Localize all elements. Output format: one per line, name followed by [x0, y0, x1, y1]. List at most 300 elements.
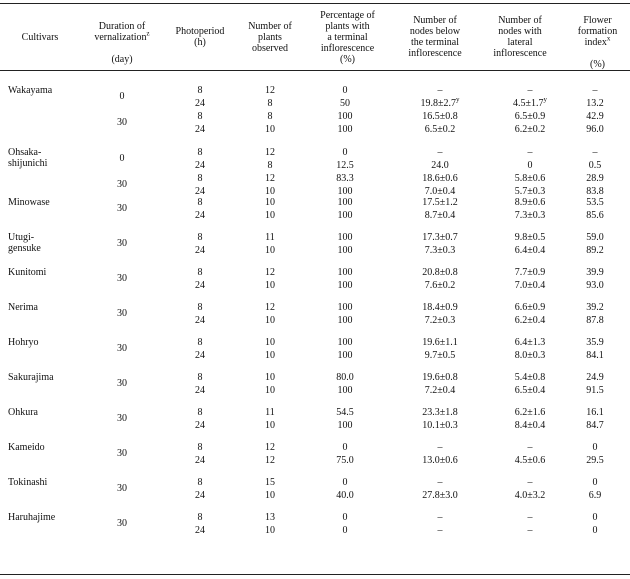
- nodes-lateral-cell-value: 6.5±0.9: [514, 111, 546, 122]
- nodes-lateral-cell: [485, 302, 575, 313]
- header-nodes-lateral: Number of nodes with lateral inflorescence: [493, 15, 547, 59]
- plants-observed-cell: [255, 385, 285, 396]
- nodes-below-cell: [390, 210, 490, 221]
- nodes-lateral-cell-value: 4.5±1.7: [513, 98, 544, 109]
- nodes-below-cell-value: 18.6±0.6: [422, 173, 458, 184]
- nodes-lateral-cell-value: 7.7±0.9: [514, 267, 546, 278]
- nodes-lateral-cell: [485, 407, 575, 418]
- plants-observed-cell-value: 11: [265, 407, 275, 418]
- plants-observed-cell-value: 12: [265, 85, 275, 96]
- nodes-lateral-cell-value: –: [527, 85, 533, 96]
- vernalization-cell: [102, 179, 142, 190]
- ffi-cell-value: 39.9: [586, 267, 604, 278]
- cultivar-name: Kunitomi: [8, 267, 47, 278]
- photoperiod-cell-value: 8: [197, 477, 203, 488]
- nodes-below-cell: [390, 350, 490, 361]
- nodes-lateral-cell-value: 7.3±0.3: [514, 210, 546, 221]
- plants-observed-cell-value: 10: [265, 315, 275, 326]
- plants-observed-cell: [255, 186, 285, 197]
- plants-observed-cell: [255, 124, 285, 135]
- nodes-below-cell-value: 7.2±0.4: [424, 385, 456, 396]
- plants-observed-cell-value: 15: [265, 477, 275, 488]
- photoperiod-cell: [180, 147, 220, 158]
- ffi-cell-value: 59.0: [586, 232, 604, 243]
- ffi-cell-value: 93.0: [586, 280, 604, 291]
- ffi-cell-value: 91.5: [586, 385, 604, 396]
- vernalization-cell-value: 30: [117, 413, 127, 424]
- ffi-cell: [565, 124, 625, 135]
- percentage-cell-value: 100: [337, 232, 353, 243]
- photoperiod-cell-value: 24: [195, 385, 205, 396]
- vernalization-cell-value: 30: [117, 308, 127, 319]
- ffi-cell-value: 85.6: [586, 210, 604, 221]
- nodes-lateral-cell: [485, 315, 575, 326]
- ffi-cell-value: 84.1: [586, 350, 604, 361]
- nodes-below-cell-value: 6.5±0.2: [424, 124, 456, 135]
- nodes-lateral-cell-value: –: [527, 442, 533, 453]
- percentage-cell-value: 0: [342, 147, 348, 158]
- percentage-cell-value: 0: [342, 85, 348, 96]
- photoperiod-cell: [180, 315, 220, 326]
- nodes-lateral-cell: [485, 160, 575, 171]
- nodes-lateral-cell-value: 7.0±0.4: [514, 280, 546, 291]
- vernalization-cell: [102, 273, 142, 284]
- nodes-below-cell: [390, 372, 490, 383]
- photoperiod-cell: [180, 186, 220, 197]
- percentage-cell: [320, 267, 370, 278]
- nodes-below-cell: [390, 455, 490, 466]
- nodes-lateral-cell-value: 6.2±1.6: [514, 407, 546, 418]
- vernalization-cell-value: 30: [117, 448, 127, 459]
- plants-observed-cell-value: 10: [265, 210, 275, 221]
- photoperiod-cell: [180, 245, 220, 256]
- percentage-cell-value: 50: [340, 98, 350, 109]
- plants-observed-cell: [255, 302, 285, 313]
- photoperiod-cell-value: 24: [195, 280, 205, 291]
- percentage-cell: [320, 372, 370, 383]
- cultivar-name: Minowase: [8, 197, 50, 208]
- ffi-cell: [565, 442, 625, 453]
- percentage-cell-value: 100: [337, 111, 353, 122]
- nodes-below-cell: [390, 173, 490, 184]
- plants-observed-cell: [255, 525, 285, 536]
- nodes-below-cell: [390, 490, 490, 501]
- vernalization-cell: [102, 343, 142, 354]
- ffi-cell-value: 0.5: [588, 160, 602, 171]
- percentage-cell-value: 54.5: [336, 407, 354, 418]
- ffi-cell-value: 13.2: [586, 98, 604, 109]
- nodes-below-cell-value: 7.0±0.4: [424, 186, 456, 197]
- percentage-cell: [320, 160, 370, 171]
- percentage-cell-value: 100: [337, 302, 353, 313]
- photoperiod-cell-value: 24: [195, 350, 205, 361]
- percentage-cell: [320, 232, 370, 243]
- photoperiod-cell: [180, 173, 220, 184]
- nodes-below-cell: [390, 124, 490, 135]
- footnote-marker: y: [543, 95, 547, 104]
- plants-observed-cell-value: 10: [265, 490, 275, 501]
- nodes-below-cell-value: 24.0: [431, 160, 449, 171]
- nodes-lateral-cell-value: 9.8±0.5: [514, 232, 546, 243]
- photoperiod-cell: [180, 210, 220, 221]
- ffi-cell: [565, 455, 625, 466]
- nodes-below-cell-value: 8.7±0.4: [424, 210, 456, 221]
- photoperiod-cell: [180, 111, 220, 122]
- vernalization-cell-value: 30: [117, 483, 127, 494]
- plants-observed-cell-value: 10: [265, 372, 275, 383]
- photoperiod-cell-value: 8: [197, 85, 203, 96]
- nodes-lateral-cell: [485, 442, 575, 453]
- nodes-below-cell: [390, 95, 490, 109]
- photoperiod-cell-value: 24: [195, 420, 205, 431]
- plants-observed-cell-value: 10: [265, 420, 275, 431]
- plants-observed-cell-value: 12: [265, 147, 275, 158]
- vernalization-cell-value: 30: [117, 203, 127, 214]
- nodes-lateral-cell: [485, 197, 575, 208]
- nodes-below-cell: [390, 280, 490, 291]
- percentage-cell-value: 100: [337, 385, 353, 396]
- plants-observed-cell-value: 12: [265, 173, 275, 184]
- photoperiod-cell: [180, 350, 220, 361]
- nodes-lateral-cell-value: 4.5±0.6: [514, 455, 546, 466]
- vernalization-cell: [102, 117, 142, 128]
- photoperiod-cell: [180, 512, 220, 523]
- vernalization-cell-value: 30: [117, 179, 127, 190]
- percentage-cell: [320, 197, 370, 208]
- nodes-below-cell: [390, 442, 490, 453]
- plants-observed-cell: [255, 111, 285, 122]
- percentage-cell: [320, 490, 370, 501]
- header-cultivars: Cultivars: [21, 31, 59, 43]
- nodes-below-cell: [390, 111, 490, 122]
- ffi-cell-value: 42.9: [586, 111, 604, 122]
- nodes-lateral-cell: [485, 147, 575, 158]
- photoperiod-cell: [180, 442, 220, 453]
- nodes-below-cell-value: 17.5±1.2: [422, 197, 458, 208]
- percentage-cell-value: 100: [337, 350, 353, 361]
- nodes-below-cell: [390, 337, 490, 348]
- photoperiod-cell: [180, 302, 220, 313]
- percentage-cell-value: 40.0: [336, 490, 354, 501]
- vernalization-cell: [102, 153, 142, 164]
- nodes-lateral-cell: [485, 337, 575, 348]
- ffi-cell: [565, 147, 625, 158]
- ffi-cell: [565, 98, 625, 109]
- plants-observed-cell-value: 8: [267, 98, 273, 109]
- photoperiod-cell-value: 8: [197, 197, 203, 208]
- header-ffi-unit: (%): [590, 59, 605, 70]
- nodes-lateral-cell-value: 5.4±0.8: [514, 372, 546, 383]
- plants-observed-cell-value: 10: [265, 350, 275, 361]
- photoperiod-cell-value: 8: [197, 267, 203, 278]
- bottom-rule: [0, 574, 630, 575]
- photoperiod-cell-value: 8: [197, 147, 203, 158]
- plants-observed-cell: [255, 98, 285, 109]
- nodes-lateral-cell-value: 6.2±0.2: [514, 124, 546, 135]
- plants-observed-cell-value: 10: [265, 337, 275, 348]
- cultivar-name: Sakurajima: [8, 372, 54, 383]
- nodes-below-cell-value: 7.6±0.2: [424, 280, 456, 291]
- photoperiod-cell: [180, 455, 220, 466]
- header-vernalization: [82, 8, 162, 66]
- nodes-below-cell: [390, 385, 490, 396]
- nodes-below-cell-value: –: [437, 147, 443, 158]
- nodes-below-cell: [390, 160, 490, 171]
- plants-observed-cell-value: 10: [265, 186, 275, 197]
- photoperiod-cell: [180, 490, 220, 501]
- nodes-lateral-cell-value: –: [527, 477, 533, 488]
- plants-observed-cell-value: 10: [265, 197, 275, 208]
- nodes-lateral-cell-value: 6.6±0.9: [514, 302, 546, 313]
- nodes-lateral-cell: [485, 111, 575, 122]
- header-photoperiod: Photoperiod (h): [175, 26, 225, 48]
- plants-observed-cell: [255, 490, 285, 501]
- plants-observed-cell-value: 12: [265, 442, 275, 453]
- photoperiod-cell-value: 8: [197, 173, 203, 184]
- plants-observed-cell: [255, 315, 285, 326]
- plants-observed-cell: [255, 147, 285, 158]
- photoperiod-cell-value: 24: [195, 245, 205, 256]
- percentage-cell-value: 75.0: [336, 455, 354, 466]
- header-percentage: Percentage of plants with a terminal inflorescence (%): [320, 9, 375, 65]
- nodes-lateral-cell: [485, 186, 575, 197]
- percentage-cell-value: 12.5: [336, 160, 354, 171]
- nodes-below-cell: [390, 85, 490, 96]
- percentage-cell-value: 83.3: [336, 173, 354, 184]
- nodes-lateral-cell-value: –: [527, 512, 533, 523]
- cultivar-name: Tokinashi: [8, 477, 48, 488]
- nodes-below-cell-value: –: [437, 512, 443, 523]
- ffi-cell: [565, 315, 625, 326]
- plants-observed-cell: [255, 85, 285, 96]
- ffi-cell: [565, 160, 625, 171]
- nodes-lateral-cell: [485, 490, 575, 501]
- percentage-cell-value: 100: [337, 315, 353, 326]
- vernalization-cell: [102, 413, 142, 424]
- percentage-cell: [320, 420, 370, 431]
- ffi-cell: [565, 302, 625, 313]
- nodes-below-cell-value: 23.3±1.8: [422, 407, 458, 418]
- nodes-lateral-cell: [485, 372, 575, 383]
- plants-observed-cell: [255, 160, 285, 171]
- vernalization-cell: [102, 308, 142, 319]
- nodes-below-cell: [390, 232, 490, 243]
- photoperiod-cell: [180, 160, 220, 171]
- photoperiod-cell: [180, 85, 220, 96]
- percentage-cell: [320, 512, 370, 523]
- percentage-cell: [320, 385, 370, 396]
- nodes-lateral-cell-value: 4.0±3.2: [514, 490, 546, 501]
- ffi-cell-value: 16.1: [586, 407, 604, 418]
- header-plants-observed: Number of plants observed: [248, 20, 292, 54]
- percentage-cell-value: 100: [337, 420, 353, 431]
- nodes-below-cell-value: 16.5±0.8: [422, 111, 458, 122]
- vernalization-cell-value: 30: [117, 518, 127, 529]
- nodes-lateral-cell: [485, 420, 575, 431]
- percentage-cell: [320, 337, 370, 348]
- nodes-below-cell-value: 18.4±0.9: [422, 302, 458, 313]
- nodes-below-cell-value: –: [437, 525, 443, 536]
- ffi-cell: [565, 372, 625, 383]
- nodes-below-cell: [390, 512, 490, 523]
- ffi-cell-value: 0: [592, 512, 598, 523]
- nodes-lateral-cell-value: –: [527, 147, 533, 158]
- plants-observed-cell: [255, 512, 285, 523]
- nodes-lateral-cell-value: 8.9±0.6: [514, 197, 546, 208]
- vernalization-cell-value: 0: [119, 153, 125, 164]
- ffi-cell-value: –: [592, 85, 598, 96]
- nodes-lateral-cell: [485, 477, 575, 488]
- nodes-below-cell-value: 9.7±0.5: [424, 350, 456, 361]
- nodes-below-cell-value: 19.6±1.1: [422, 337, 458, 348]
- plants-observed-cell: [255, 197, 285, 208]
- nodes-lateral-cell-value: 6.5±0.4: [514, 385, 546, 396]
- plants-observed-cell: [255, 407, 285, 418]
- percentage-cell: [320, 477, 370, 488]
- vernalization-cell-value: 0: [119, 91, 125, 102]
- ffi-cell: [565, 85, 625, 96]
- percentage-cell: [320, 280, 370, 291]
- percentage-cell: [320, 442, 370, 453]
- percentage-cell-value: 100: [337, 245, 353, 256]
- ffi-cell-value: 6.9: [588, 490, 602, 501]
- nodes-below-cell-value: –: [437, 85, 443, 96]
- photoperiod-cell-value: 24: [195, 186, 205, 197]
- ffi-cell: [565, 490, 625, 501]
- vernalization-cell-value: 30: [117, 273, 127, 284]
- nodes-lateral-cell: [485, 512, 575, 523]
- vernalization-cell: [102, 518, 142, 529]
- ffi-cell-value: 29.5: [586, 455, 604, 466]
- ffi-cell-value: 0: [592, 477, 598, 488]
- plants-observed-cell: [255, 442, 285, 453]
- percentage-cell-value: 0: [342, 512, 348, 523]
- nodes-lateral-cell-value: 6.4±0.4: [514, 245, 546, 256]
- nodes-lateral-cell: [485, 525, 575, 536]
- nodes-below-cell-value: 19.6±0.8: [422, 372, 458, 383]
- nodes-lateral-cell: [485, 210, 575, 221]
- photoperiod-cell-value: 8: [197, 512, 203, 523]
- nodes-lateral-cell: [485, 85, 575, 96]
- header-rule: [0, 70, 630, 71]
- percentage-cell: [320, 455, 370, 466]
- plants-observed-cell-value: 8: [267, 111, 273, 122]
- photoperiod-cell-value: 8: [197, 372, 203, 383]
- footnote-marker: y: [456, 95, 460, 104]
- plants-observed-cell: [255, 350, 285, 361]
- percentage-cell: [320, 525, 370, 536]
- percentage-cell: [320, 111, 370, 122]
- nodes-below-cell-value: 27.8±3.0: [422, 490, 458, 501]
- photoperiod-cell: [180, 385, 220, 396]
- ffi-cell: [565, 477, 625, 488]
- ffi-cell: [565, 337, 625, 348]
- photoperiod-cell: [180, 124, 220, 135]
- plants-observed-cell-value: 10: [265, 124, 275, 135]
- percentage-cell-value: 0: [342, 525, 348, 536]
- nodes-lateral-cell: [485, 232, 575, 243]
- ffi-cell-value: 84.7: [586, 420, 604, 431]
- plants-observed-cell-value: 13: [265, 512, 275, 523]
- vernalization-cell: [102, 448, 142, 459]
- photoperiod-cell-value: 24: [195, 124, 205, 135]
- ffi-cell: [565, 512, 625, 523]
- vernalization-cell-value: 30: [117, 343, 127, 354]
- vernalization-cell: [102, 378, 142, 389]
- percentage-cell: [320, 173, 370, 184]
- nodes-below-cell-value: 19.8±2.7: [420, 98, 456, 109]
- nodes-below-cell: [390, 245, 490, 256]
- plants-observed-cell: [255, 477, 285, 488]
- percentage-cell-value: 100: [337, 197, 353, 208]
- nodes-lateral-cell-value: –: [527, 525, 533, 536]
- nodes-below-cell: [390, 420, 490, 431]
- nodes-lateral-cell: [485, 124, 575, 135]
- percentage-cell: [320, 407, 370, 418]
- plants-observed-cell-value: 10: [265, 525, 275, 536]
- percentage-cell: [320, 186, 370, 197]
- plants-observed-cell-value: 10: [265, 245, 275, 256]
- ffi-cell: [565, 232, 625, 243]
- plants-observed-cell: [255, 245, 285, 256]
- cultivar-name: Hohryo: [8, 337, 39, 348]
- cultivar-name: Ohkura: [8, 407, 38, 418]
- ffi-cell-value: 35.9: [586, 337, 604, 348]
- nodes-below-cell: [390, 197, 490, 208]
- ffi-cell-value: 87.8: [586, 315, 604, 326]
- ffi-cell-value: 24.9: [586, 372, 604, 383]
- cultivar-name: Utugi- gensuke: [8, 232, 41, 254]
- photoperiod-cell: [180, 420, 220, 431]
- vernalization-cell: [102, 91, 142, 102]
- plants-observed-cell: [255, 337, 285, 348]
- nodes-lateral-cell: [485, 350, 575, 361]
- ffi-cell: [565, 173, 625, 184]
- vernalization-cell: [102, 483, 142, 494]
- nodes-below-cell: [390, 315, 490, 326]
- plants-observed-cell: [255, 232, 285, 243]
- photoperiod-cell-value: 24: [195, 210, 205, 221]
- ffi-cell: [565, 407, 625, 418]
- nodes-below-cell: [390, 186, 490, 197]
- nodes-below-cell-value: 7.3±0.3: [424, 245, 456, 256]
- ffi-cell: [565, 245, 625, 256]
- percentage-cell: [320, 98, 370, 109]
- photoperiod-cell-value: 24: [195, 315, 205, 326]
- plants-observed-cell-value: 12: [265, 267, 275, 278]
- plants-observed-cell: [255, 420, 285, 431]
- nodes-below-cell-value: 13.0±0.6: [422, 455, 458, 466]
- ffi-cell: [565, 197, 625, 208]
- photoperiod-cell-value: 8: [197, 111, 203, 122]
- photoperiod-cell-value: 8: [197, 232, 203, 243]
- ffi-cell-value: 89.2: [586, 245, 604, 256]
- percentage-cell-value: 100: [337, 124, 353, 135]
- nodes-lateral-cell-value: 6.4±1.3: [514, 337, 546, 348]
- nodes-below-cell: [390, 147, 490, 158]
- ffi-cell: [565, 111, 625, 122]
- photoperiod-cell-value: 24: [195, 490, 205, 501]
- percentage-cell-value: 100: [337, 186, 353, 197]
- percentage-cell: [320, 315, 370, 326]
- vernalization-cell-value: 30: [117, 378, 127, 389]
- header-nodes-below: Number of nodes below the terminal inflorescence: [408, 15, 462, 59]
- ffi-cell: [565, 385, 625, 396]
- ffi-cell: [565, 350, 625, 361]
- nodes-below-cell: [390, 302, 490, 313]
- nodes-below-cell: [390, 407, 490, 418]
- percentage-cell-value: 100: [337, 267, 353, 278]
